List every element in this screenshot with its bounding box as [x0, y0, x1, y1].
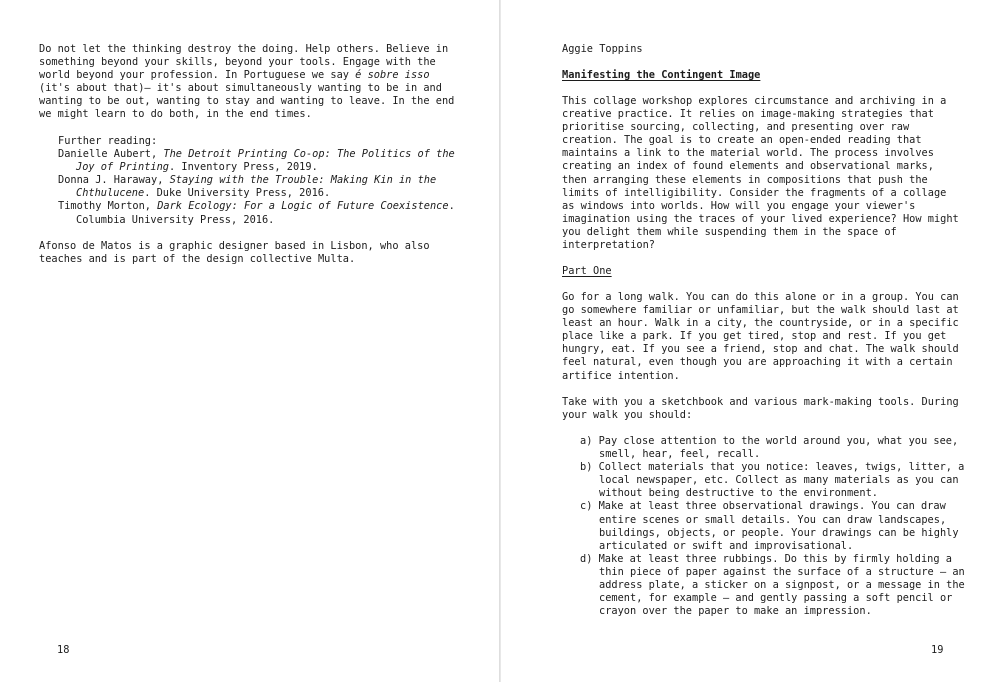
list-item	[580, 500, 980, 552]
page-number: 18	[57, 644, 70, 656]
tools-paragraph: Take with you a sketchbook and various mark-making tools. During your walk you should:	[562, 396, 959, 422]
list-item	[580, 435, 980, 461]
steps-list	[580, 435, 980, 618]
intro-paragraph: This collage workshop explores circumstance and archiving in a creative practice. It relies on image-making strategies that prioritise sourcing, collecting, and presenting over raw creation. The goal is to create an open-ended reading that maintains a link to the material world. The process involves creating an index of found elements and observational marks, then arranging these elements in compositions that push the limits of intelligibility. Consider the fragments of a collage as windows into worlds. How will you engage your viewer's imagination using the traces of your lived experience? How might you delight them while suspending them in the space of interpretation?	[562, 95, 959, 252]
further-reading	[58, 135, 458, 227]
section-heading: Part One	[562, 265, 612, 277]
list-marker: a)	[580, 435, 593, 447]
reference-author: Timothy Morton,	[58, 200, 158, 213]
reference-title: Dark Ecology: For a Logic of Future Coexistence	[157, 200, 449, 213]
reference-publisher: . Duke University Press, 2016.	[144, 187, 331, 200]
list-item	[580, 553, 980, 618]
author-name: Aggie Toppins	[562, 43, 643, 55]
further-reading-heading: Further reading:	[58, 135, 158, 147]
paragraph-text-end: (it's about that)– it's about simultaneously wanting to be in and wanting to be out, wanting to stay and wanting to leave. In the end we might learn to do both, in the end times.	[39, 82, 455, 121]
portuguese-phrase: é sobre isso	[355, 69, 430, 82]
reference-title: Staying with the Trouble: Making Kin in the Chthulucene	[76, 174, 437, 200]
list-item-text: Pay close attention to the world around you, what you see, smell, hear, feel, recall.	[598, 435, 959, 461]
page-number: 19	[931, 644, 944, 656]
left-page	[0, 0, 499, 682]
list-item	[580, 461, 980, 500]
reference-item	[58, 174, 458, 200]
reference-publisher: . Inventory Press, 2019.	[169, 161, 318, 174]
list-item-text: Collect materials that you notice: leaves, twigs, litter, a local newspaper, etc. Collect as many materials as you can without being destructive to the environment.	[598, 461, 965, 500]
reference-author: Danielle Aubert,	[58, 148, 164, 161]
list-marker: c)	[580, 500, 593, 513]
reference-publisher: . Columbia University Press, 2016.	[76, 200, 455, 226]
reference-item	[58, 200, 458, 226]
reference-author: Donna J. Haraway,	[58, 174, 170, 187]
author-bio: Afonso de Matos is a graphic designer based in Lisbon, who also teaches and is part of the design collective Multa.	[39, 240, 430, 266]
reference-title: The Detroit Printing Co-op: The Politics of the Joy of Printing	[76, 148, 455, 174]
article-title: Manifesting the Contingent Image	[562, 69, 761, 81]
reference-item	[58, 148, 458, 174]
list-item-text: Make at least three rubbings. Do this by firmly holding a thin piece of paper against the surface of a structure – an address plate, a sticker on a signpost, or a message in the cement, for example – and gently passing a soft pencil or crayon over the paper to make an impression.	[598, 552, 965, 618]
right-page	[501, 0, 1000, 682]
list-item-text: Make at least three observational drawings. You can draw entire scenes or small details. You can draw landscapes, buildings, objects, or people. Your drawings can be highly articulated or swift and improvisational.	[598, 500, 959, 552]
closing-paragraph	[39, 43, 459, 122]
list-marker: b)	[580, 461, 593, 474]
paragraph-text: Do not let the thinking destroy the doing. Help others. Believe in something beyond your skills, beyond your tools. Engage with the world beyond your profession. In Portuguese we say	[39, 43, 449, 82]
walk-paragraph: Go for a long walk. You can do this alone or in a group. You can go somewhere familiar or unfamiliar, but the walk should last at least an hour. Walk in a city, the countryside, or in a specific place like a park. If you get tired, stop and rest. If you get hungry, eat. If you see a friend, stop and chat. The walk should feel natural, even though you are approaching it with a certain artifice intention.	[562, 291, 959, 382]
list-marker: d)	[580, 552, 593, 565]
